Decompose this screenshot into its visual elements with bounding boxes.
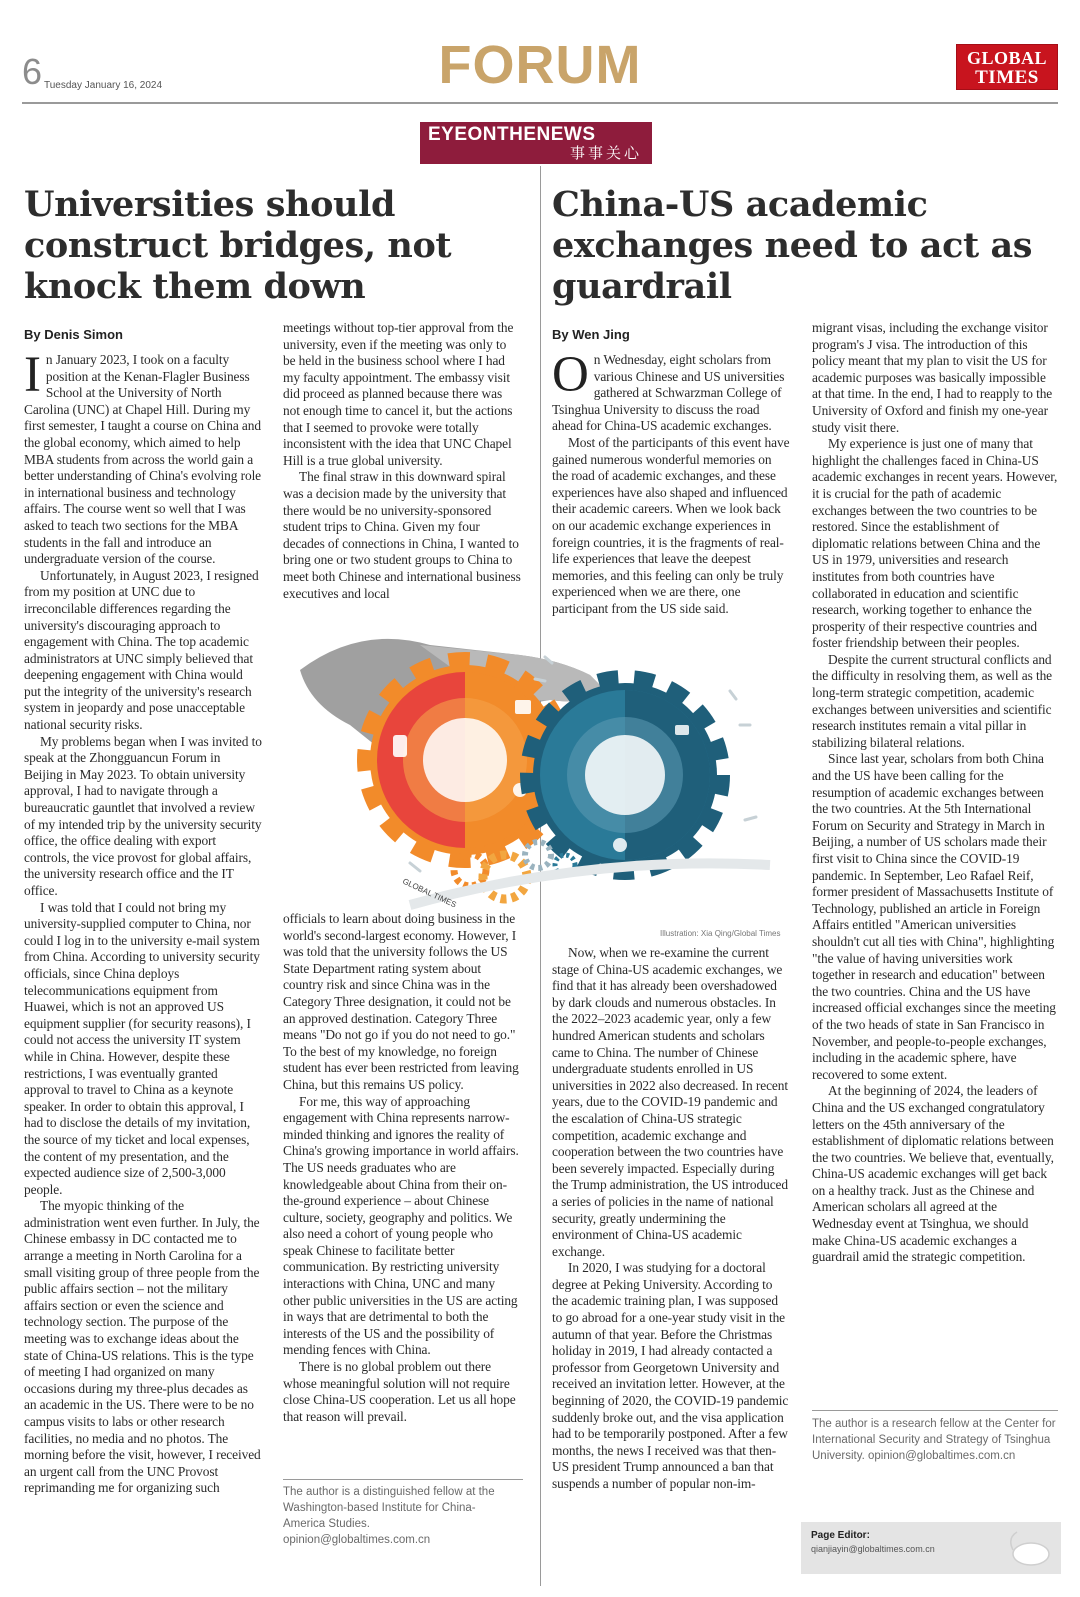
left-bio-rule	[283, 1479, 523, 1480]
page-editor-email[interactable]: qianjiayin@globaltimes.com.cn	[811, 1544, 935, 1554]
left-paragraph: There is no global problem out there whose meaningful solution will not require close China-US cooperation. Let us all hope that reason will prevail.	[283, 1359, 516, 1424]
eye-on-the-news-badge	[420, 122, 652, 164]
left-paragraph: officials to learn about doing business in the world's second-largest economy. However, I was told that the university follows the US State Department rating system about country risk and since China was in the Category Three designation, it could not be an approved destination. Category Three means "Do not go if you do not need to go." To the best of my knowledge, no foreign student has ever been restricted from leaving China, but this remains US policy.	[283, 911, 519, 1092]
left-paragraph: Unfortunately, in August 2023, I resigned from my position at UNC due to irreconcilable differences regarding the university's discouraging approach to engagement with China. The top academic administrators at UNC simply believed that deepening engagement with China would put the integrity of the university's research system in jeopardy and pose unacceptable national security risks.	[24, 567, 259, 733]
right-paragraph: My experience is just one of many that highlight the challenges faced in China-US academic exchanges in recent years. However, it is crucial for the path of academic exchanges between the two countries to be restored. Since the establishment of diplomatic relations between China and the US in 1979, universities and research institutes from both countries have collaborated in education and scientific research, working together to enhance the prosperity of their respective countries and foster friendship between their peoples.	[812, 436, 1058, 651]
right-byline: By Wen Jing	[552, 327, 630, 342]
right-gear	[533, 683, 717, 867]
logo-line-2: TIMES	[975, 67, 1039, 88]
masthead-rule	[22, 102, 1058, 104]
right-paragraph: Since last year, scholars from both China and the US have been calling for the resumption of academic exchanges between the two countries. At the 5th International Forum on Security and Strategy in March in Beijing, a number of US scholars made their first visit to China since the COVID-19 pandemic. In September, Leo Rafael Reif, former president of Massachusetts Institute of Technology, published an article in Foreign Affairs entitled "American universities shouldn't cut all ties with China", highlighting "the value of having universities work together in research and education" between the two countries. China and the US have increased official exchanges since the meeting of the two heads of state in San Francisco in November, and people-to-people exchanges, including in the academic sphere, have recovered to some extent.	[812, 751, 1056, 1082]
right-paragraph: Despite the current structural conflicts and the difficulty in resolving them, as well as the long-term strategic competition, academic exchanges between universities and scientific research institutes remain a vital pillar in stabilizing bilateral relations.	[812, 651, 1053, 750]
mouse-icon	[1005, 1528, 1053, 1568]
left-paragraph: My problems began when I was invited to speak at the Zhongguancun Forum in Beijing in May 2023. To obtain university approval, I had to navigate through a bureaucratic gauntlet that involved a review of my intended trip by the university security office, the office dealing with export controls, the vice provost for global affairs, the university research office and the IT office.	[24, 733, 262, 898]
badge-chinese: 事事关心	[569, 144, 642, 162]
right-author-bio: The author is a research fellow at the Center for International Security and Strategy of Tsinghua University. opinion@globaltimes.com.cn	[812, 1418, 1056, 1462]
right-bio-rule	[812, 1410, 1058, 1411]
left-paragraph: The myopic thinking of the administration went even further. In July, the Chinese embassy in DC contacted me to arrange a meeting in North Carolina for a small visiting group of three people from the public affairs section – not the military affairs section or even the science and technology section. The purpose of the meeting was to exchange ideas about the state of China-US relations. This is the type of meeting I had organized on many occasions during my three-plus decades as an academic in the US. There were to be no campus visits to labs or other research facilities, no media and no photos. The morning before the visit, however, I received an urgent call from the UNC Provost reprimanding me for organizing such	[24, 1198, 261, 1496]
gears-illustration	[290, 615, 800, 925]
right-paragraph: migrant visas, including the exchange visitor program's J visa. The introduction of this policy meant that my plan to visit the US for academic purposes was basically impossible at that time. In the end, I had to reapply to the University of Oxford and finish my one-year study visit there.	[812, 320, 1053, 435]
global-times-logo	[956, 44, 1058, 90]
left-paragraph: meetings without top-tier approval from the university, even if the meeting was only to be held in the business school where I had my faculty appointment. The embassy visit did proceed as planned because there was not enough time to cancel it, but the actions that I seemed to provoke were totally inconsistent with the idea that UNC Chapel Hill is a true global university.	[283, 320, 514, 468]
right-paragraph: Now, when we re-examine the current stage of China-US academic exchanges, we find that it has already been overshadowed by dark clouds and numerous obstacles. In the 2022–2023 academic year, only a few hundred American students and scholars came to China. The number of Chinese undergraduate students enrolled in US universities in 2022 also decreased. In recent years, due to the COVID-19 pandemic and the escalation of China-US strategic competition, academic exchange and cooperation between the two countries have been severely impacted. Especially during the Trump administration, the US introduced a series of policies in the name of national security, greatly undermining the environment of China-US academic exchange.	[552, 945, 788, 1259]
left-headline: Universities should construct bridges, not knock them down	[24, 184, 452, 307]
logo-line-1: GLOBAL	[966, 48, 1048, 68]
left-byline: By Denis Simon	[24, 327, 123, 342]
page-editor-box	[801, 1522, 1061, 1574]
right-headline: China-US academic exchanges need to act as guardrail	[552, 184, 1033, 307]
right-paragraph: In 2020, I was studying for a doctoral degree at Peking University. According to the academic training plan, I was supposed to go abroad for a one-year study visit in the autumn of that year. Before the Christmas holiday in 2019, I had already contacted a professor from Georgetown University and received an invitation letter. However, at the beginning of 2020, the COVID-19 pandemic suddenly broke out, and the visa application had to be temporarily postponed. After a few months, the news I received was that then-US president Trump announced a ban that suspends a number of popular non-im-	[552, 1260, 789, 1491]
illustration-signature: GLOBAL TIMES	[401, 876, 458, 910]
right-article-column-1-top	[552, 352, 790, 648]
left-dropcap: I	[24, 352, 41, 403]
right-article-column-1-bottom	[552, 945, 790, 1575]
left-article-column-1	[24, 352, 262, 1572]
page-editor-label: Page Editor:	[811, 1530, 870, 1541]
left-paragraph: The final straw in this downward spiral was a decision made by the university that there would be no university-sponsored student trips to China. Given my four decades of connections in China, I wanted to bring one or two student groups to China to meet both Chinese and international business executives and local	[283, 469, 521, 601]
left-paragraph: For me, this way of approaching engagement with China represents narrow-minded thinking and ignores the reality of China's growing importance in world affairs. The US needs graduates who are knowledgeable about China from their on-the-ground experience – about Chinese culture, society, geography and politics. We also need a cohort of young people who speak Chinese to facilitate better communication. By restricting university interactions with China, UNC and many other public universities in the US are acting in ways that are detrimental to both the interests of the US and the possibility of mending fences with China.	[283, 1093, 519, 1358]
page-number: 6	[22, 51, 43, 92]
right-paragraph: n Wednesday, eight scholars from various Chinese and US universities gathered at Schwarzman College of Tsinghua University to discuss the road ahead for China-US academic exchanges.	[552, 352, 785, 434]
right-paragraph: At the beginning of 2024, the leaders of China and the US exchanged congratulatory letters on the 45th anniversary of the establishment of diplomatic relations between the two countries. We believe that, eventually, China-US academic exchanges will get back on a healthy track. Just as the Chinese and American scholars all agreed at the Wednesday event at Tsinghua, we should make China-US academic exchanges a guardrail amid the strategic competition.	[812, 1083, 1054, 1265]
right-paragraph: Most of the participants of this event have gained numerous wonderful memories on the road of academic exchanges, and these experiences have also shaped and influenced their academic careers. When we look back on our academic exchange experiences in foreign countries, it is the fragments of real-life experiences that leave the deepest memories, and this feeling can only be truly experienced when we are there, one participant from the US side said.	[552, 434, 790, 616]
left-paragraph: I was told that I could not bring my university-supplied computer to China, nor could I log in to the university e-mail system from China. According to university security officials, since China deploys telecommunications equipment from Huawei, which is not an approved US equipment supplier (for security reasons), I could not access the university IT system while in China. However, despite these restrictions, I was eventually granted approval to travel to China as a keynote speaker. In order to obtain this approval, I had to disclose the details of my invitation, the source of my ticket and local expenses, the content of my presentation, and the expected audience size of 2,500-3,000 people.	[24, 899, 260, 1197]
left-article-column-2-top	[283, 320, 521, 635]
badge-english: EYEONTHENEWS	[428, 124, 596, 145]
issue-date: Tuesday January 16, 2024	[44, 80, 163, 91]
section-title: FORUM	[438, 35, 642, 95]
left-article-column-2-bottom	[283, 911, 521, 1481]
left-gear	[370, 665, 560, 855]
left-paragraph: n January 2023, I took on a faculty position at the Kenan-Flagler Business School at the University of North Carolina (UNC) at Chapel Hill. During my first semester, I taught a course on China and the global economy, which aimed to help MBA students from across the world gain a better understanding of China's evolving role in international business and technology affairs. The course went so well that I was asked to teach two sections for the MBA students in the fall and introduce an undergraduate version of the course.	[24, 352, 262, 567]
left-author-bio: The author is a distinguished fellow at the Washington-based Institute for China-America Studies. opinion@globaltimes.com.cn	[283, 1486, 495, 1546]
illustration-credit: Illustration: Xia Qing/Global Times	[660, 929, 781, 938]
right-article-column-2	[812, 320, 1058, 1410]
right-dropcap: O	[552, 352, 589, 403]
